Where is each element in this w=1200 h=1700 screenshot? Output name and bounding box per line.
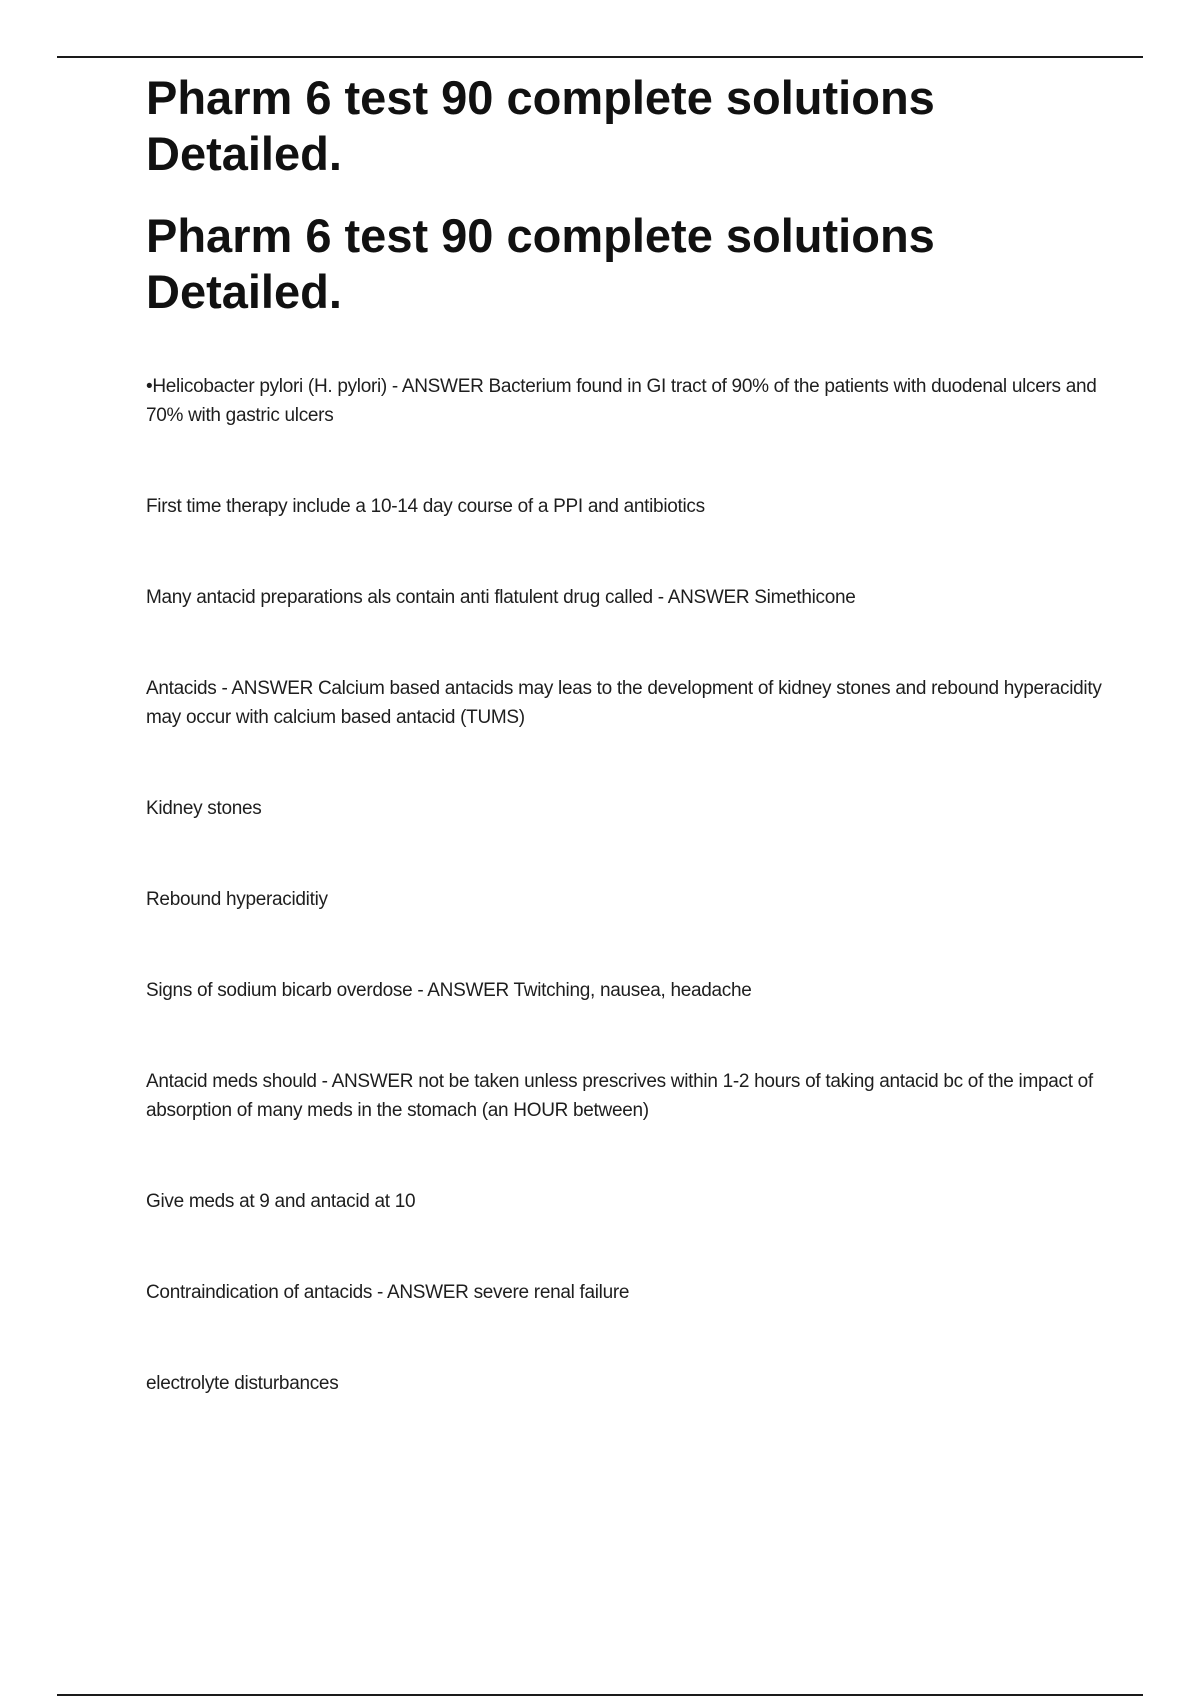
footer-rule <box>57 1694 1143 1696</box>
list-item: Give meds at 9 and antacid at 10 <box>146 1191 416 1212</box>
document-title: Pharm 6 test 90 complete solutions Detailed. <box>146 71 935 180</box>
document-body <box>146 70 1106 1460</box>
list-item: •Helicobacter pylori (H. pylori) - ANSWER Bacterium found in GI tract of 90% of the patients with duodenal ulcers and 70% with gastric ulcers <box>146 376 1097 426</box>
header-rule <box>57 56 1143 58</box>
list-item: First time therapy include a 10-14 day course of a PPI and antibiotics <box>146 496 705 517</box>
list-item: Rebound hyperaciditiy <box>146 889 328 910</box>
list-item: Many antacid preparations als contain anti flatulent drug called - ANSWER Simethicone <box>146 587 856 608</box>
list-item: Antacid meds should - ANSWER not be taken unless prescrives within 1-2 hours of taking antacid bc of the impact of absorption of many meds in the stomach (an HOUR between) <box>146 1071 1093 1121</box>
list-item: Antacids - ANSWER Calcium based antacids may leas to the development of kidney stones and rebound hyperacidity may occur with calcium based antacid (TUMS) <box>146 678 1102 728</box>
document-title-repeat: Pharm 6 test 90 complete solutions Detailed. <box>146 209 935 318</box>
answer-list <box>146 372 1106 1398</box>
list-item: Contraindication of antacids - ANSWER severe renal failure <box>146 1282 630 1303</box>
list-item: Signs of sodium bicarb overdose - ANSWER Twitching, nausea, headache <box>146 980 752 1001</box>
list-item: Kidney stones <box>146 798 262 819</box>
list-item: electrolyte disturbances <box>146 1373 339 1394</box>
